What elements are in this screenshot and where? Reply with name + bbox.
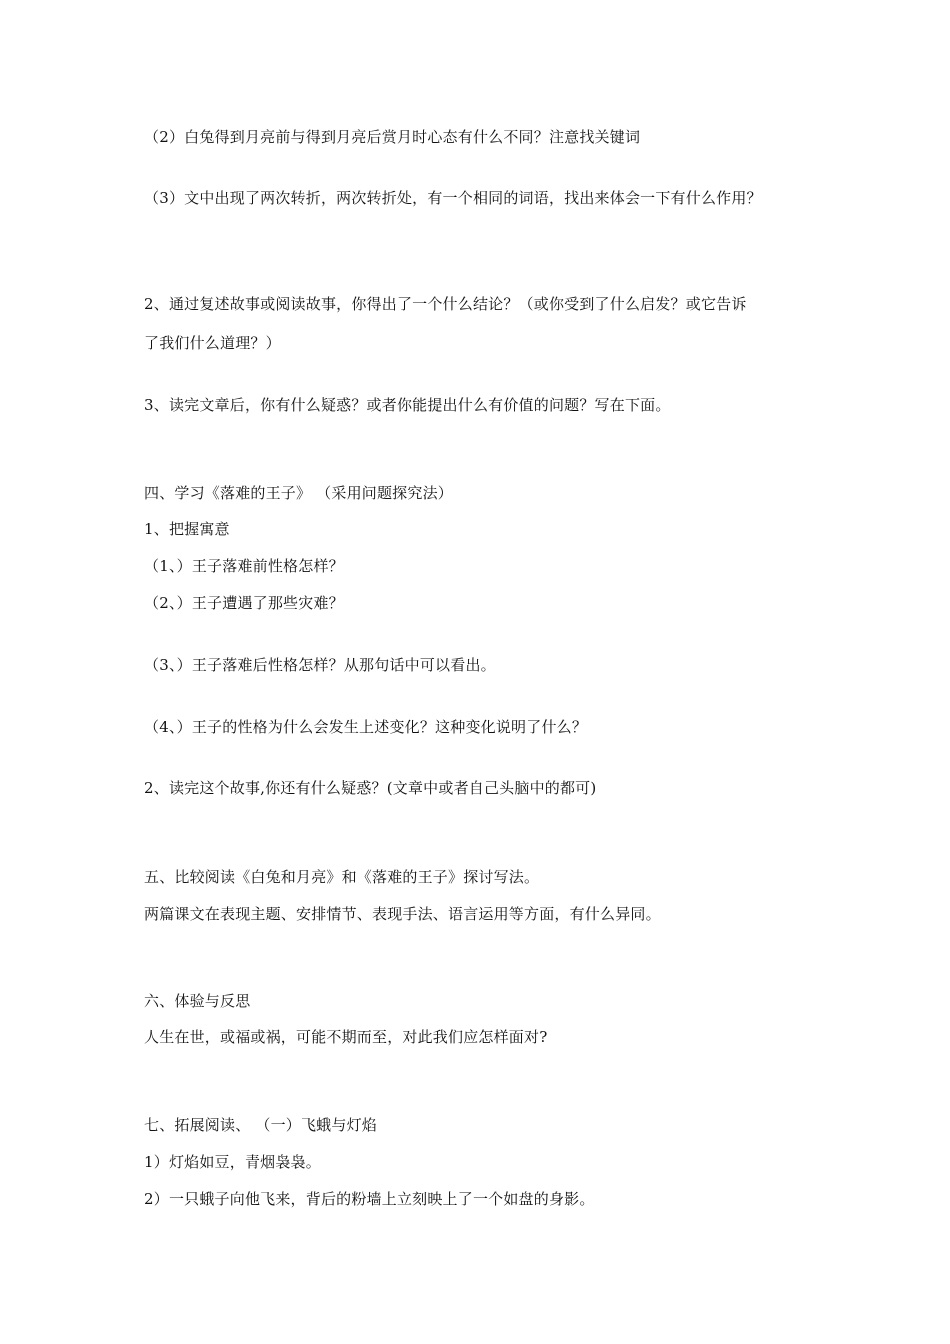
section-4-heading: 四、学习《落难的王子》 （采用问题探究法） bbox=[144, 484, 453, 502]
section-5-prompt: 两篇课文在表现主题、安排情节、表现手法、语言运用等方面，有什么异同。 bbox=[144, 905, 661, 923]
section-4-item-2: 2、读完这个故事,你还有什么疑惑？(文章中或者自己头脑中的都可) bbox=[144, 779, 597, 797]
section-4-item-1: 1、把握寓意 bbox=[144, 520, 230, 538]
section-4-question-2: （2、）王子遭遇了那些灾难？ bbox=[144, 594, 344, 612]
section-5-heading: 五、比较阅读《白兔和月亮》和《落难的王子》探讨写法。 bbox=[144, 868, 540, 886]
item-2-conclusion-line-1: 2、通过复述故事或阅读故事，你得出了一个什么结论？（或你受到了什么启发？或它告诉 bbox=[144, 295, 747, 313]
question-2-bai-tu-mood: （2）白兔得到月亮前与得到月亮后赏月时心态有什么不同？注意找关键词 bbox=[144, 128, 641, 146]
section-4-question-1: （1、）王子落难前性格怎样？ bbox=[144, 557, 344, 575]
item-2-conclusion-line-2: 了我们什么道理？） bbox=[144, 334, 281, 352]
section-4-question-4: （4、）王子的性格为什么会发生上述变化？这种变化说明了什么？ bbox=[144, 718, 588, 736]
question-3-turning-points: （3）文中出现了两次转折，两次转折处，有一个相同的词语，找出来体会一下有什么作用？ bbox=[144, 189, 762, 207]
item-3-doubts: 3、读完文章后，你有什么疑惑？或者你能提出什么有价值的问题？写在下面。 bbox=[144, 396, 671, 414]
section-7-sentence-2: 2）一只蛾子向他飞来，背后的粉墙上立刻映上了一个如盘的身影。 bbox=[144, 1190, 595, 1208]
section-6-prompt: 人生在世，或福或祸，可能不期而至，对此我们应怎样面对? bbox=[144, 1028, 548, 1046]
section-7-sentence-1: 1）灯焰如豆，青烟袅袅。 bbox=[144, 1153, 321, 1171]
section-4-question-3: （3、）王子落难后性格怎样？从那句话中可以看出。 bbox=[144, 656, 496, 674]
section-7-heading: 七、拓展阅读、 （一）飞蛾与灯焰 bbox=[144, 1116, 377, 1134]
section-6-heading: 六、体验与反思 bbox=[144, 992, 251, 1010]
